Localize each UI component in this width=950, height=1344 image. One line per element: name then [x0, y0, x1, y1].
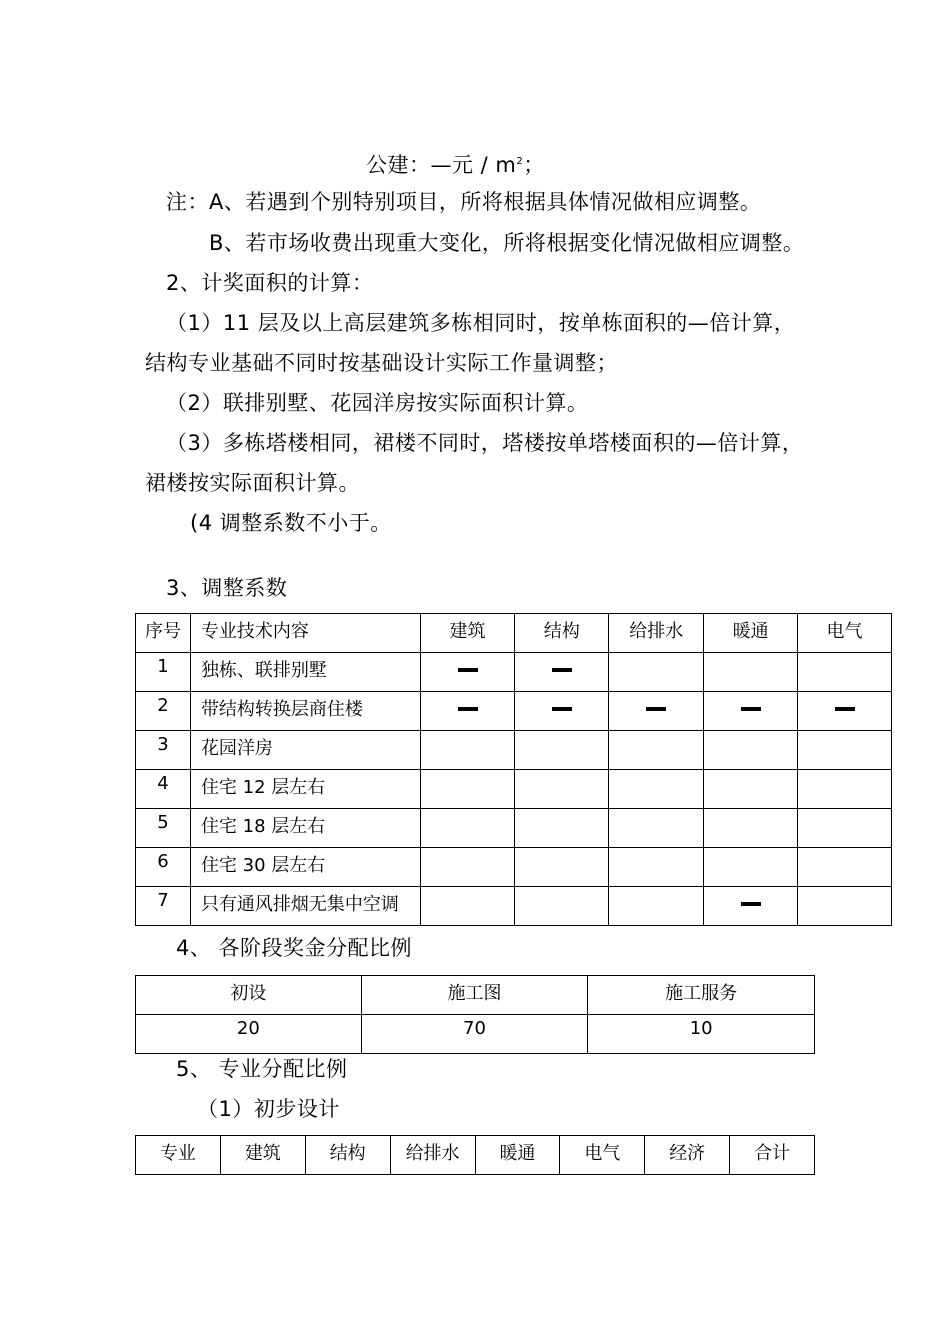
coefficient-cell [515, 731, 609, 770]
coefficient-cell [515, 887, 609, 926]
header-cell: 结构 [305, 1136, 390, 1175]
value-cell: 10 [588, 1015, 815, 1054]
dash-mark [458, 668, 478, 672]
header-cell: 电气 [798, 614, 892, 653]
coefficient-cell [515, 653, 609, 692]
coefficient-cell [609, 848, 704, 887]
section-4-heading: 4、 各阶段奖金分配比例 [176, 936, 413, 960]
header-cell: 暖通 [704, 614, 798, 653]
coefficient-cell [798, 770, 892, 809]
row-number-cell: 1 [136, 653, 191, 692]
item-3-line-2: 裙楼按实际面积计算。 [145, 471, 360, 495]
header-cell: 电气 [560, 1136, 645, 1175]
content-cell: 只有通风排烟无集中空调 [190, 887, 420, 926]
coefficient-cell [798, 848, 892, 887]
coefficient-cell [704, 770, 798, 809]
adjustment-coefficient-table [135, 613, 892, 926]
dash-mark [835, 707, 855, 711]
coefficient-cell [515, 809, 609, 848]
item-3-line-1: （3）多栋塔楼相同，裙楼不同时，塔楼按单塔楼面积的—倍计算， [166, 431, 804, 455]
row-number-cell: 5 [136, 809, 191, 848]
section-2-heading: 2、计奖面积的计算： [166, 271, 374, 295]
item-2: （2）联排别墅、花园洋房按实际面积计算。 [166, 391, 589, 415]
dash-mark [552, 668, 572, 672]
dash-mark [741, 902, 761, 906]
coefficient-cell [704, 848, 798, 887]
coefficient-cell [609, 770, 704, 809]
table-header-row [136, 1136, 815, 1175]
coefficient-cell [798, 692, 892, 731]
table-row [136, 770, 892, 809]
header-cell: 合计 [730, 1136, 815, 1175]
header-cell: 给排水 [609, 614, 704, 653]
coefficient-cell [420, 692, 515, 731]
coefficient-cell [420, 887, 515, 926]
coefficient-cell [609, 887, 704, 926]
header-cell: 建筑 [420, 614, 515, 653]
item-1-line-2: 结构专业基础不同时按基础设计实际工作量调整； [145, 351, 618, 375]
item-1-line-1: （1）11 层及以上高层建筑多栋相同时，按单栋面积的—倍计算， [166, 311, 796, 335]
coefficient-cell [609, 809, 704, 848]
dash-mark [552, 707, 572, 711]
discipline-distribution-table [135, 1135, 815, 1175]
coefficient-cell [798, 731, 892, 770]
table-row [136, 653, 892, 692]
content-cell: 住宅 30 层左右 [190, 848, 420, 887]
dash-mark [741, 707, 761, 711]
coefficient-cell [609, 731, 704, 770]
dash-mark [458, 707, 478, 711]
section-3-heading: 3、调整系数 [166, 576, 288, 600]
item-4: (4 调整系数不小于。 [190, 511, 392, 535]
header-cell: 经济 [645, 1136, 730, 1175]
coefficient-cell [704, 731, 798, 770]
row-number-cell: 3 [136, 731, 191, 770]
content-cell: 住宅 12 层左右 [190, 770, 420, 809]
table-header-row [136, 614, 892, 653]
table-row [136, 809, 892, 848]
coefficient-cell [704, 809, 798, 848]
header-cell: 给排水 [390, 1136, 475, 1175]
coefficient-cell [798, 887, 892, 926]
content-cell: 住宅 18 层左右 [190, 809, 420, 848]
header-cell: 专业技术内容 [190, 614, 420, 653]
coefficient-cell [704, 653, 798, 692]
coefficient-cell [798, 809, 892, 848]
public-building-rate: 公建：—元 / $m^2$； [366, 153, 545, 177]
note-a: 注：A、若遇到个别特别项目，所将根据具体情况做相应调整。 [166, 190, 762, 214]
header-cell: 施工服务 [588, 976, 815, 1015]
row-number-cell: 6 [136, 848, 191, 887]
stage-distribution-table [135, 975, 815, 1054]
table-header-row [136, 976, 815, 1015]
coefficient-cell [515, 770, 609, 809]
coefficient-cell [515, 692, 609, 731]
content-cell: 带结构转换层商住楼 [190, 692, 420, 731]
section-5-heading: 5、 专业分配比例 [176, 1057, 348, 1081]
coefficient-cell [420, 809, 515, 848]
header-cell: 建筑 [220, 1136, 305, 1175]
section-5-1-heading: （1）初步设计 [197, 1097, 340, 1121]
coefficient-cell [420, 848, 515, 887]
header-cell: 专业 [136, 1136, 221, 1175]
coefficient-cell [609, 653, 704, 692]
content-cell: 花园洋房 [190, 731, 420, 770]
table-row [136, 887, 892, 926]
coefficient-cell [515, 848, 609, 887]
note-b: B、若市场收费出现重大变化，所将根据变化情况做相应调整。 [209, 231, 805, 255]
coefficient-cell [704, 887, 798, 926]
header-cell: 序号 [136, 614, 191, 653]
coefficient-cell [704, 692, 798, 731]
table-row [136, 1015, 815, 1054]
dash-mark [646, 707, 666, 711]
row-number-cell: 4 [136, 770, 191, 809]
table-row [136, 692, 892, 731]
table-row [136, 731, 892, 770]
value-cell: 20 [136, 1015, 362, 1054]
coefficient-cell [420, 770, 515, 809]
row-number-cell: 2 [136, 692, 191, 731]
coefficient-cell [798, 653, 892, 692]
coefficient-cell [609, 692, 704, 731]
header-cell: 结构 [515, 614, 609, 653]
table-row [136, 848, 892, 887]
row-number-cell: 7 [136, 887, 191, 926]
value-cell: 70 [361, 1015, 588, 1054]
header-cell: 施工图 [361, 976, 588, 1015]
header-cell: 初设 [136, 976, 362, 1015]
header-cell: 暖通 [475, 1136, 560, 1175]
coefficient-cell [420, 653, 515, 692]
content-cell: 独栋、联排别墅 [190, 653, 420, 692]
coefficient-cell [420, 731, 515, 770]
